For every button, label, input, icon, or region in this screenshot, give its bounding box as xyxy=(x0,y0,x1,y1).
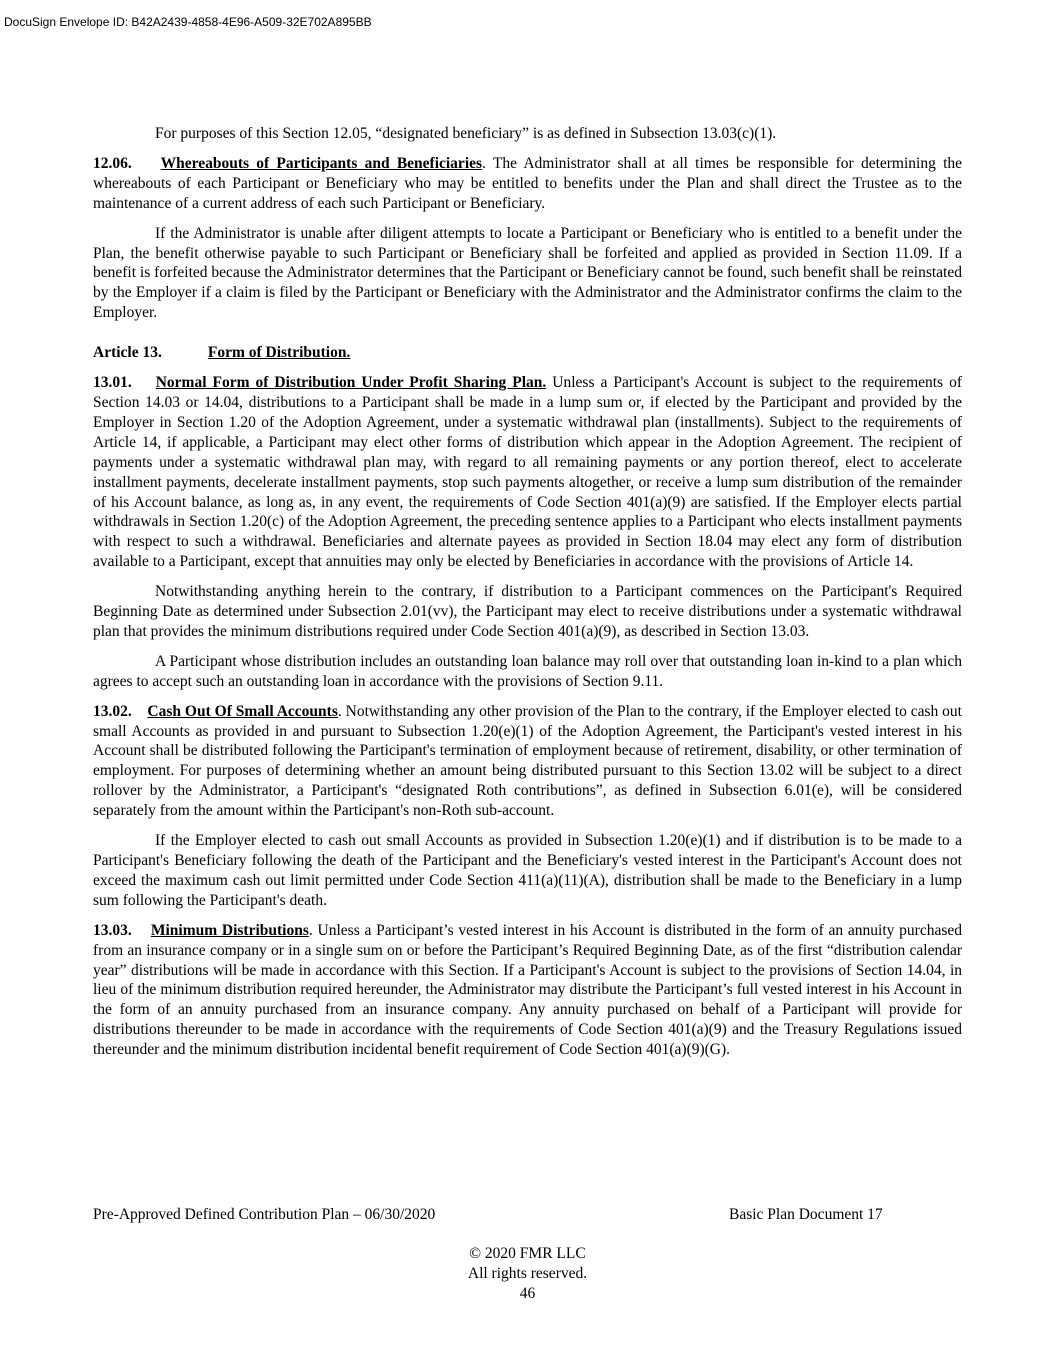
section-body: Unless a Participant's Account is subject to the requirements of Section 14.03 or 14.04, distributions to a Participant shall be made in a lump sum or, if elected by the Participant and provided by the Employer in Section 1.20 of the Adoption Agreement, under a systematic withdrawal plan (installments). Subject to the requirements of Article 14, if applicable, a Participant may elect other forms of distribution which appear in the Adoption Agreement. The recipient of payments under a systematic withdrawal plan may, with regard to all remaining payments or any portion thereof, elect to accelerate installment payments, decelerate installment payments, stop such payments altogether, or receive a lump sum distribution of the remainder of his Account balance, as long as, in any event, the requirements of Code Section 401(a)(9) are satisfied. If the Employer elects partial withdrawals in Section 1.20(c) of the Adoption Agreement, the preceding sentence applies to a Participant who elects installment payments with respect to such a withdrawal. Beneficiaries and alternate payees as provided in Section 18.04 may elect any form of distribution available to a Participant, except that annuities may only be elected by Beneficiaries in accordance with the provisions of Article 14. xyxy=(93,374,962,571)
article-label: Article 13. xyxy=(93,344,162,362)
article-13-heading xyxy=(93,343,962,363)
section-body: . Notwithstanding any other provision of the Plan to the contrary, if the Employer elected to cash out small Accounts as provided in and pursuant to Subsection 1.20(e)(1) of the Adoption Agreement, the Participant's vested interest in his Account shall be distributed following the Participant's termination of employment because of retirement, disability, or other termination of employment. For purposes of determining whether an amount being distributed pursuant to this Section 13.02 will be subject to a direct rollover by the Administrator, a Participant's “designated Roth contributions”, as defined in Subsection 6.01(e), will be considered separately from the amount within the Participant's non-Roth sub-account. xyxy=(93,702,962,820)
footer-plan-name: Pre-Approved Defined Contribution Plan – 06/30/2020 xyxy=(93,1206,436,1223)
section-13-01-paragraph-2: Notwithstanding anything herein to the contrary, if distribution to a Participant commences on the Participant's Required Beginning Date as determined under Subsection 2.01(vv), the Participant may elect to receive distributions under a systematic withdrawal plan that provides the minimum distributions required under Code Section 401(a)(9), as described in Section 13.03. xyxy=(93,583,962,640)
section-title: Whereabouts of Participants and Beneficiaries xyxy=(160,154,483,172)
section-title: Cash Out Of Small Accounts xyxy=(147,702,338,720)
copyright-line: © 2020 FMR LLC xyxy=(469,1245,586,1262)
section-12-06 xyxy=(93,154,962,214)
section-number: 13.01. xyxy=(93,374,132,392)
section-title: Normal Form of Distribution Under Profit Sharing Plan. xyxy=(155,374,547,392)
article-title: Form of Distribution. xyxy=(207,344,351,362)
section-body: . Unless a Participant’s vested interest in his Account is distributed in the form of an annuity purchased from an insurance company or in a single sum on or before the Participant’s Required Beginning Date, as of the first “distribution calendar year” distributions will be made in accordance with this Section. If a Participant's Account is subject to the provisions of Section 14.04, in lieu of the minimum distribution required hereunder, the Administrator may distribute the Participant’s full vested interest in his Account in the form of an annuity purchased from an insurance company. Any annuity purchased on behalf of a Participant will provide for distributions thereunder to be made in accordance with the requirements of Code Section 401(a)(9) and the Treasury Regulations issued thereunder and the minimum distribution incidental benefit requirement of Code Section 401(a)(9)(G). xyxy=(93,921,963,1059)
rights-line: All rights reserved. xyxy=(467,1265,588,1282)
footer-document-label: Basic Plan Document 17 xyxy=(729,1206,883,1223)
docusign-envelope-id: DocuSign Envelope ID: B42A2439-4858-4E96-A509-32E702A895BB xyxy=(4,15,372,29)
section-13-03 xyxy=(93,921,962,1060)
page-number: 46 xyxy=(519,1285,536,1302)
section-title: Minimum Distributions xyxy=(150,921,309,939)
section-13-02 xyxy=(93,702,962,821)
section-number: 13.03. xyxy=(93,921,132,939)
section-number: 12.06. xyxy=(93,154,132,172)
section-13-02-paragraph-2: If the Employer elected to cash out small Accounts as provided in Subsection 1.20(e)(1) and if distribution is to be made to a Participant's Beneficiary following the death of the Participant and the Beneficiary's vested interest in the Participant's Account does not exceed the maximum cash out limit permitted under Code Section 411(a)(11)(A), distribution shall be made to the Beneficiary in a lump sum following the Participant's death. xyxy=(93,832,962,909)
section-13-01-paragraph-3: A Participant whose distribution includes an outstanding loan balance may roll over that outstanding loan in-kind to a plan which agrees to accept such an outstanding loan in accordance with the provisions of Section 9.11. xyxy=(93,652,962,690)
document-body xyxy=(93,124,962,1070)
section-12-06-paragraph-2: If the Administrator is unable after diligent attempts to locate a Participant or Beneficiary who is entitled to a benefit under the Plan, the benefit otherwise payable to such Participant or Beneficiary shall be forfeited and applied as provided in Section 11.09. If a benefit is forfeited because the Administrator determines that the Participant or Beneficiary cannot be found, such benefit shall be reinstated by the Employer if a claim is filed by the Participant or Beneficiary with the Administrator and the Administrator confirms the claim to the Employer. xyxy=(93,224,962,322)
section-13-01 xyxy=(93,373,962,572)
intro-paragraph: For purposes of this Section 12.05, “designated beneficiary” is as defined in Subsection 13.03(c)(1). xyxy=(155,125,777,142)
footer-copyright-block xyxy=(0,1244,1055,1304)
section-body: . The Administrator shall at all times be responsible for determining the whereabouts of each Participant or Beneficiary who may be entitled to benefits under the Plan and shall direct the Trustee as to the maintenance of a current address of each such Participant or Beneficiary. xyxy=(93,154,962,212)
section-number: 13.02. xyxy=(93,702,132,720)
